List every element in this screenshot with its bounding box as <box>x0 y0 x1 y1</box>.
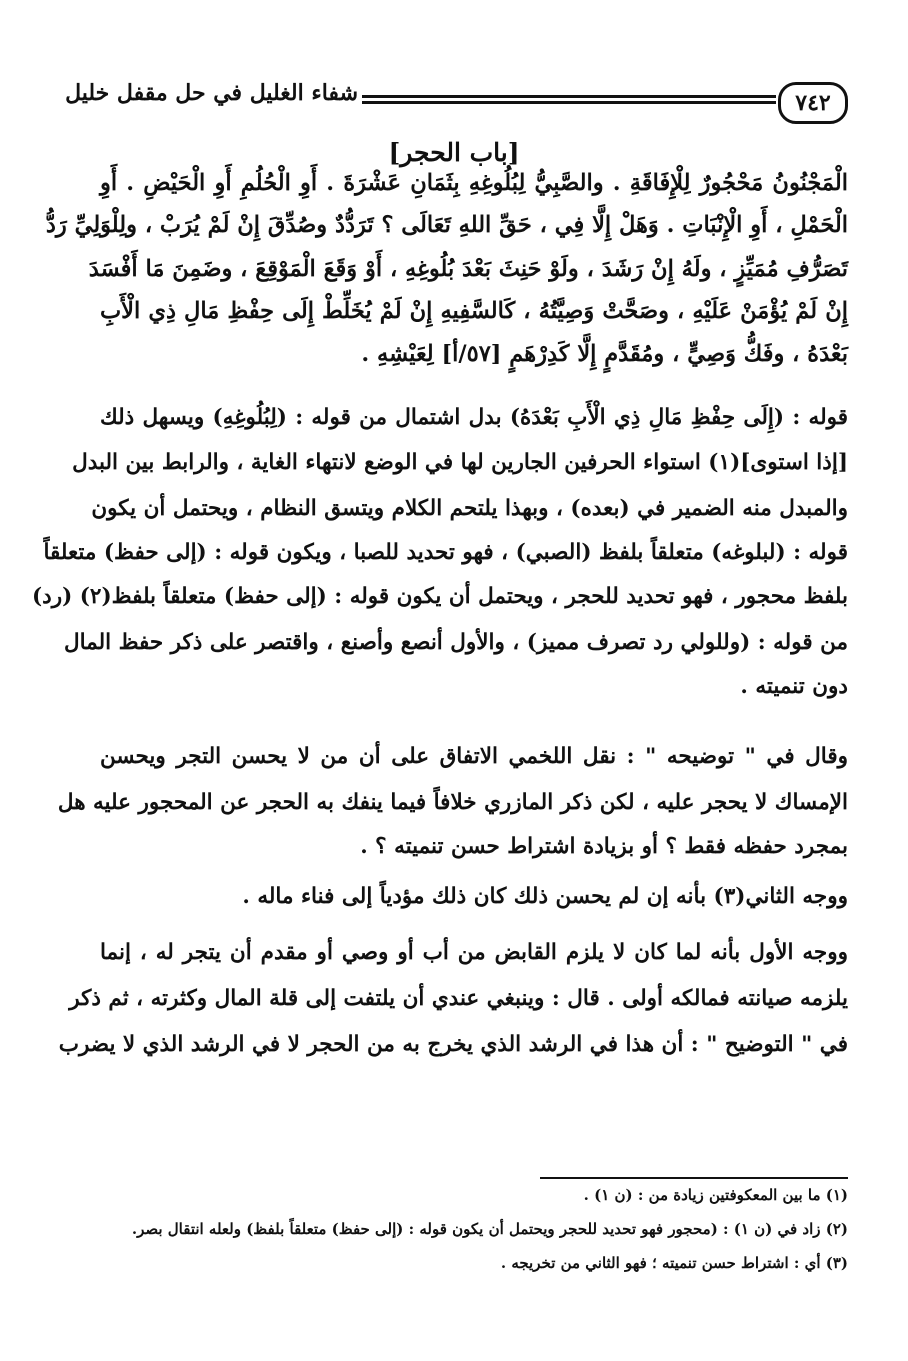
matn-line: الْمَجْنُونُ مَحْجُورٌ لِلْإِفَاقَةِ . والصَّبِيُّ لِبُلُوغِهِ بِثَمَانِ عَشْرَةَ . أَوِ الْحُلُمِ أَوِ الْحَيْضِ . أَوِ <box>100 170 849 196</box>
header-rule <box>362 95 776 104</box>
running-header <box>65 78 848 122</box>
commentary-line: والمبدل منه الضمير في (بعده) ، وبهذا يلتحم الكلام ويتسق النظام ، ويحتمل أن يكون <box>91 496 848 521</box>
commentary-line: من قوله : (وللولي رد تصرف مميز) ، والأول أنصع وأصنع ، واقتصر على ذكر حفظ المال <box>63 630 848 655</box>
commentary-line: ووجه الثاني(٣) بأنه إن لم يحسن ذلك كان ذلك مؤدياً إلى فناء ماله . <box>242 884 848 909</box>
commentary-line: ووجه الأول بأنه لما كان لا يلزم القابض من أب أو وصي أو مقدم أن يتجر له ، إنما <box>100 940 848 965</box>
matn-line: الْحَمْلِ ، أَوِ الْإِنْبَاتِ . وَهَلْ إِلَّا فِي ، حَقِّ اللهِ تَعَالَى ؟ تَرَدُّدٌ وصُدِّقَ إِنْ لَمْ يُرَبْ ، ولِلْوَلِيِّ رَدُّ <box>45 212 848 238</box>
running-title: شفاء الغليل في حل مقفل خليل <box>65 80 358 106</box>
commentary-line: قوله : (لبلوغه) متعلقاً بلفظ (الصبي) ، فهو تحديد للصبا ، ويكون قوله : (إلى حفظ) متعلقاً <box>43 540 848 565</box>
commentary-line: وقال في " توضيحه " : نقل اللخمي الاتفاق على أن من لا يحسن التجر ويحسن <box>100 744 848 769</box>
footnote-3: (٣) أي : اشتراط حسن تنميته ؛ فهو الثاني من تخريجه . <box>500 1254 848 1272</box>
commentary-line: بمجرد حفظه فقط ؟ أو بزيادة اشتراط حسن تنميته ؟ . <box>360 834 848 859</box>
commentary-line: قوله : (إِلَى حِفْظِ مَالِ ذِي الْأَبِ بَعْدَهُ) بدل اشتمال من قوله : (لِبُلُوغِهِ) ويسهل ذلك <box>100 405 848 430</box>
matn-line: بَعْدَهُ ، وفَكُّ وَصِيٍّ ، ومُقَدَّمٍ إِلَّا كَدِرْهَمٍ [٥٧/أ] لِعَيْشِهِ . <box>361 341 848 367</box>
commentary-line: الإمساك لا يحجر عليه ، لكن ذكر المازري خلافاً فيما ينفك به الحجر عن المحجور عليه هل <box>57 790 848 815</box>
matn-line: تَصَرُّفِ مُمَيِّزٍ ، ولَهُ إِنْ رَشَدَ ، ولَوْ حَنِثَ بَعْدَ بُلُوغِهِ ، أَوْ وَقَعَ الْمَوْقِعَ ، وضَمِنَ مَا أَفْسَدَ <box>88 256 848 282</box>
footnote-1: (١) ما بين المعكوفتين زيادة من : (ن ١) . <box>583 1186 848 1204</box>
footnote-separator <box>540 1177 848 1179</box>
page-number: ٧٤٢ <box>778 82 848 124</box>
commentary-line: في " التوضيح " : أن هذا في الرشد الذي يخرج به من الحجر لا في الرشد الذي لا يضرب <box>58 1032 848 1057</box>
commentary-line: يلزمه صيانته فمالكه أولى . قال : وينبغي عندي أن يلتفت إلى قلة المال وكثرته ، ثم ذكر <box>69 986 848 1011</box>
chapter-title: [باب الحجر] <box>388 138 520 167</box>
commentary-line: دون تنميته . <box>740 674 848 699</box>
commentary-line: بلفظ محجور ، فهو تحديد للحجر ، ويحتمل أن يكون قوله : (إلى حفظ) متعلقاً بلفظ(٢) (رد) <box>31 584 848 609</box>
commentary-line: [إذا استوى](١) استواء الحرفين الجارين لها في الوضع لانتهاء الغاية ، والرابط بين البدل <box>72 450 848 475</box>
footnote-2: (٢) زاد في (ن ١) : (محجور فهو تحديد للحجر ويحتمل أن يكون قوله : (إلى حفظ) متعلقاً بلفظ) ولعله انتقال بصر. <box>131 1220 848 1238</box>
matn-line: إِنْ لَمْ يُؤْمَنْ عَلَيْهِ ، وصَحَّتْ وَصِيَّتُهُ ، كَالسَّفِيهِ إِنْ لَمْ يُخَلِّطْ إِلَى حِفْظِ مَالِ ذِي الْأَبِ <box>100 298 848 324</box>
